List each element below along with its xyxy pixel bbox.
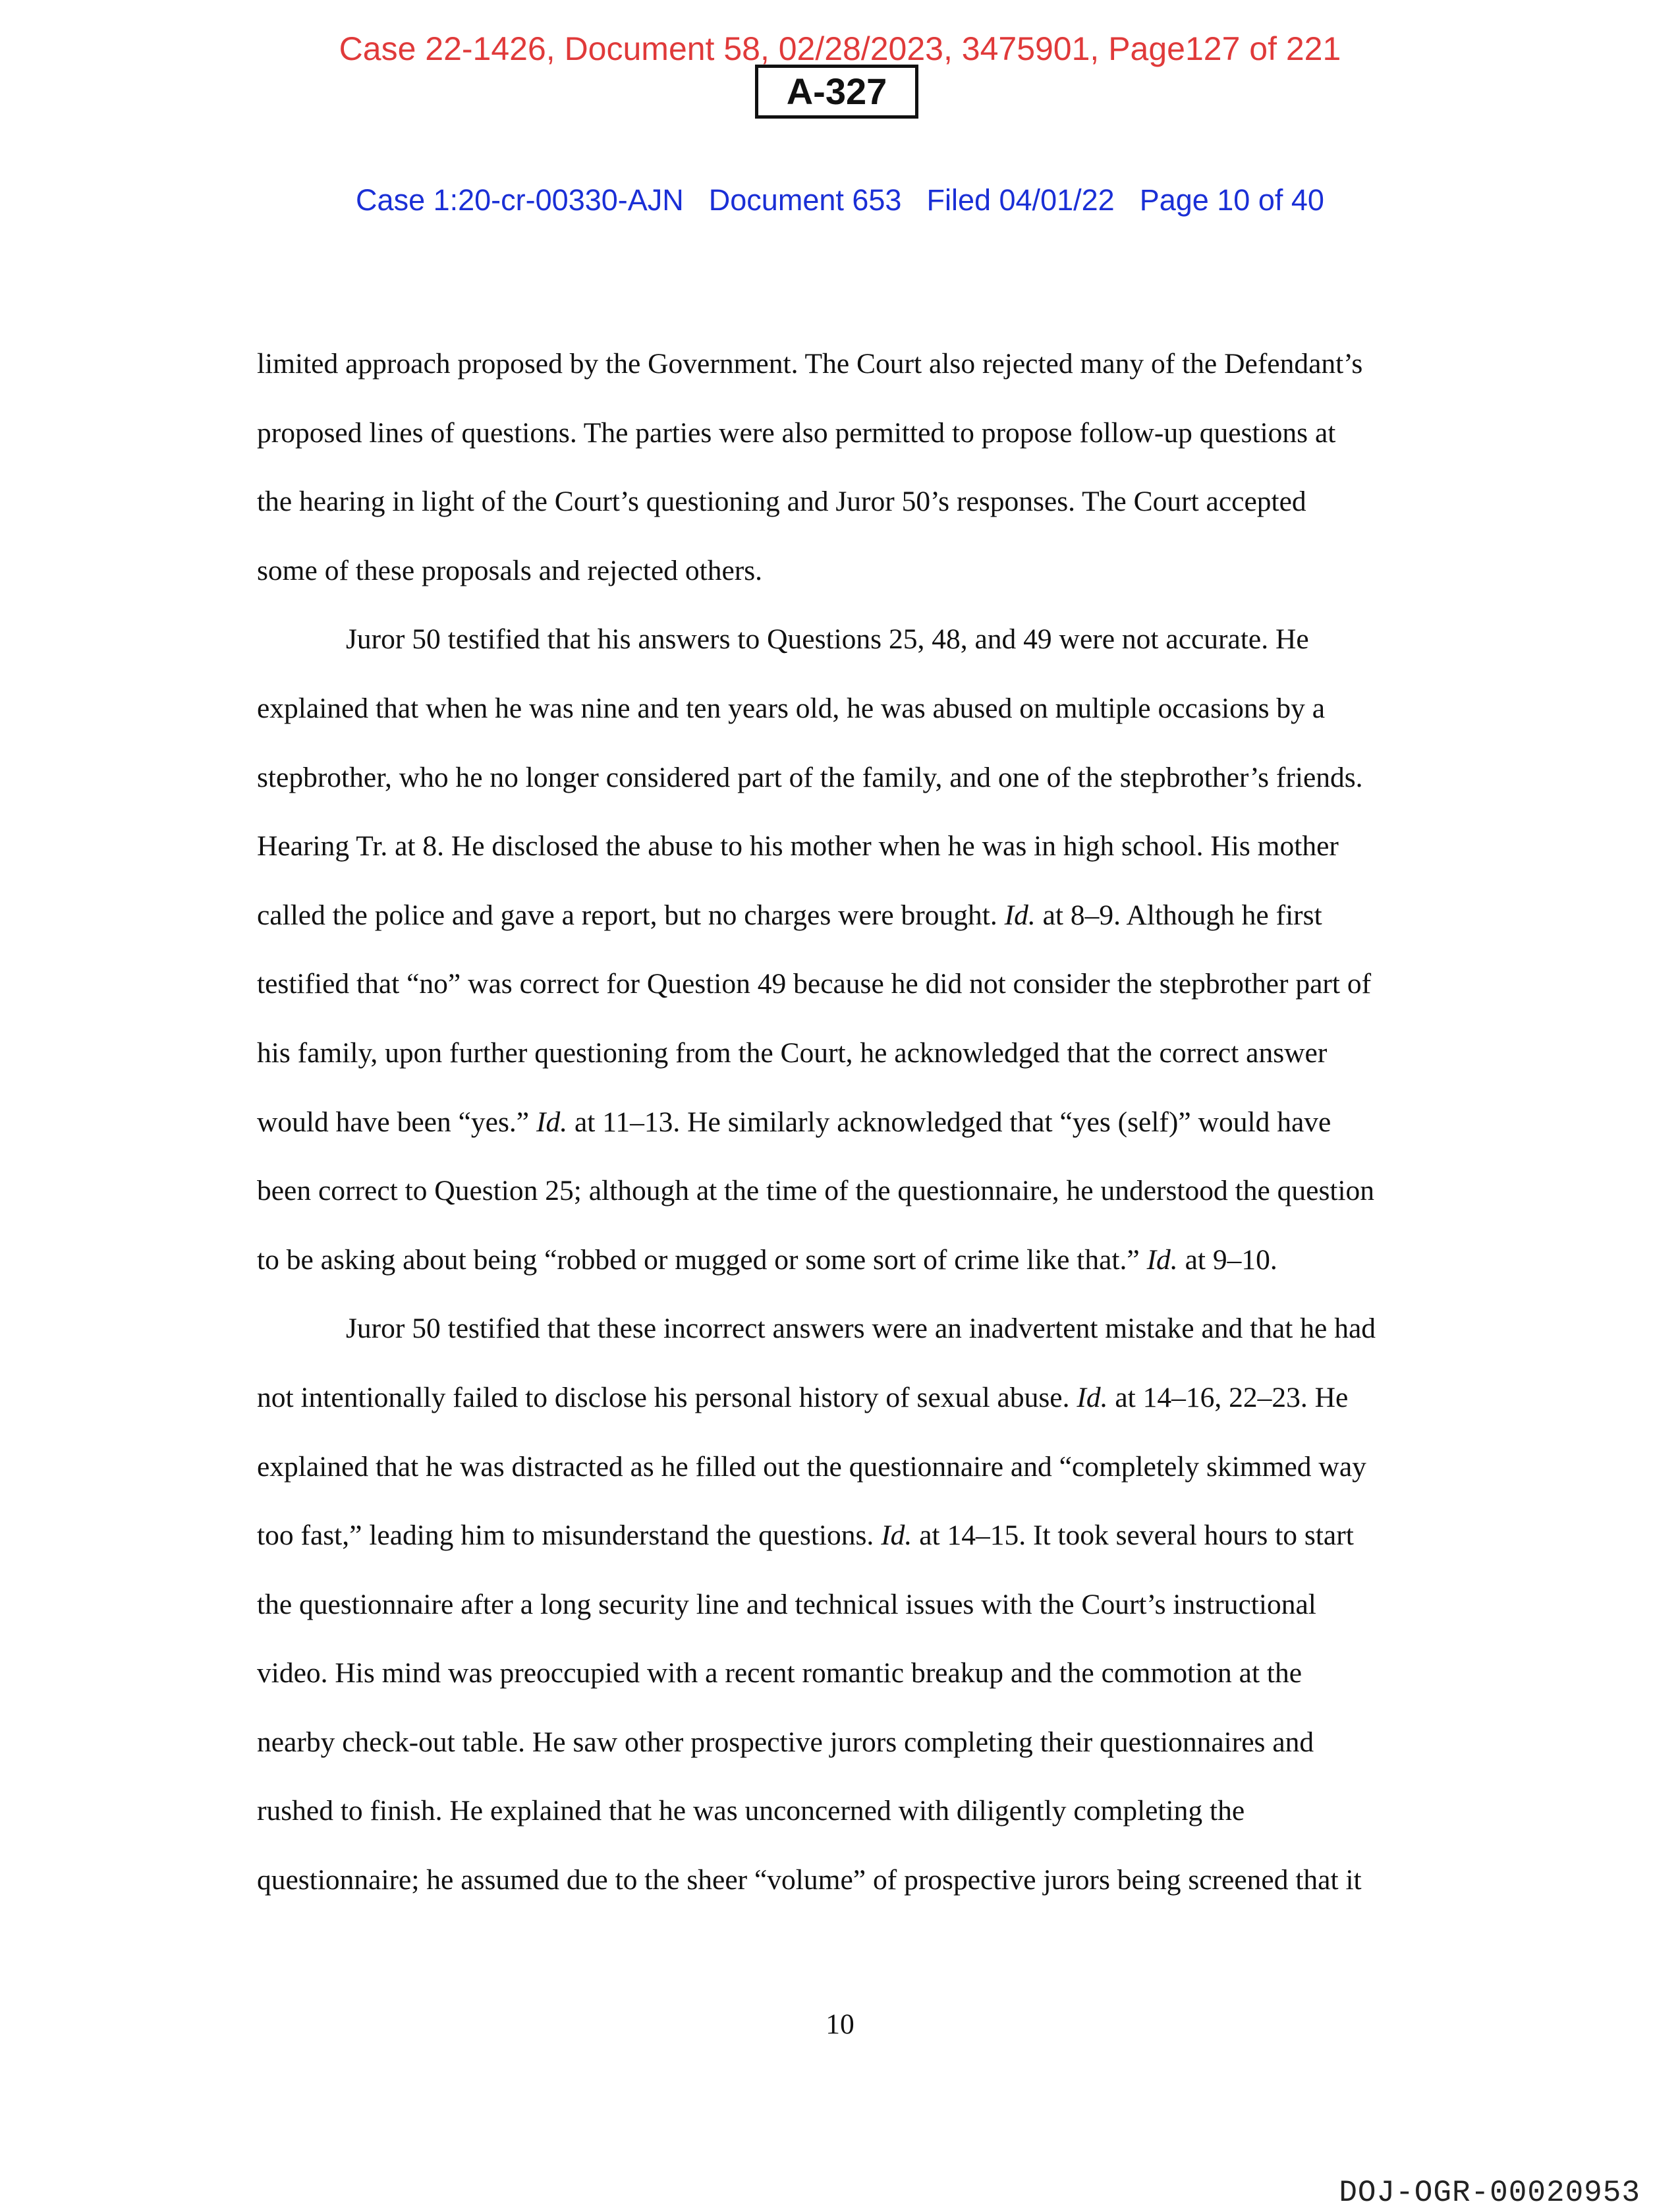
text-line: not intentionally failed to disclose his personal history of sexual abuse. Id. at 14–16, 22–23. He bbox=[257, 1381, 1349, 1413]
text-line: Hearing Tr. at 8. He disclosed the abuse to his mother when he was in high school. His mother bbox=[257, 830, 1339, 863]
text-line: Juror 50 testified that these incorrect answers were an inadvertent mistake and that he had bbox=[346, 1313, 1376, 1345]
text-line: some of these proposals and rejected others. bbox=[257, 554, 763, 586]
text-line: too fast,” leading him to misunderstand the questions. Id. at 14–15. It took several hours to start bbox=[257, 1519, 1354, 1552]
text-line: rushed to finish. He explained that he was unconcerned with diligently completing the bbox=[257, 1795, 1245, 1827]
appellate-case-stamp: Case 22-1426, Document 58, 02/28/2023, 3475901, Page127 of 221 bbox=[339, 30, 1341, 67]
district-page-count: Page 10 of 40 bbox=[1139, 183, 1324, 217]
text-line: video. His mind was preoccupied with a recent romantic breakup and the commotion at the bbox=[257, 1657, 1302, 1689]
text-line: explained that when he was nine and ten years old, he was abused on multiple occasions by a bbox=[257, 692, 1326, 724]
text-line: stepbrother, who he no longer considered part of the family, and one of the stepbrother’s friends. bbox=[257, 761, 1363, 793]
text-line: nearby check-out table. He saw other prospective jurors completing their questionnaires and bbox=[257, 1726, 1314, 1758]
text-line: explained that he was distracted as he filled out the questionnaire and “completely skimmed way bbox=[257, 1450, 1366, 1483]
text-line: the hearing in light of the Court’s questioning and Juror 50’s responses. The Court accepted bbox=[257, 486, 1306, 518]
text-line: called the police and gave a report, but no charges were brought. Id. at 8–9. Although he first bbox=[257, 899, 1322, 931]
text-line: limited approach proposed by the Government. The Court also rejected many of the Defendant’s bbox=[257, 348, 1363, 380]
text-line: the questionnaire after a long security line and technical issues with the Court’s instructional bbox=[257, 1588, 1316, 1620]
text-line: his family, upon further questioning from the Court, he acknowledged that the correct answer bbox=[257, 1036, 1328, 1069]
paragraph-2 bbox=[257, 605, 1423, 1294]
text-line: to be asking about being “robbed or mugged or some sort of crime like that.” Id. at 9–10. bbox=[257, 1243, 1277, 1276]
text-line: Juror 50 testified that his answers to Questions 25, 48, and 49 were not accurate. He bbox=[346, 623, 1309, 656]
text-line: been correct to Question 25; although at the time of the questionnaire, he understood the question bbox=[257, 1175, 1375, 1207]
text-line: testified that “no” was correct for Question 49 because he did not consider the stepbrother part of bbox=[257, 968, 1372, 1000]
paragraph-3 bbox=[257, 1294, 1423, 1914]
paragraph-1 bbox=[257, 329, 1423, 605]
text-line: would have been “yes.” Id. at 11–13. He similarly acknowledged that “yes (self)” would have bbox=[257, 1106, 1331, 1138]
bates-number: DOJ-OGR-00020953 bbox=[1339, 2176, 1640, 2210]
district-case-number: Case 1:20-cr-00330-AJN bbox=[356, 183, 684, 217]
document-body bbox=[257, 329, 1423, 1915]
text-line: proposed lines of questions. The parties were also permitted to propose follow-up questions at bbox=[257, 416, 1336, 449]
text-line: questionnaire; he assumed due to the sheer “volume” of prospective jurors being screened that it bbox=[257, 1864, 1362, 1896]
district-case-header bbox=[0, 182, 1680, 219]
district-filed-date: Filed 04/01/22 bbox=[926, 183, 1115, 217]
district-document-number: Document 653 bbox=[708, 183, 902, 217]
page-number: 10 bbox=[826, 2008, 854, 2040]
appendix-page-label: A-327 bbox=[755, 65, 918, 119]
